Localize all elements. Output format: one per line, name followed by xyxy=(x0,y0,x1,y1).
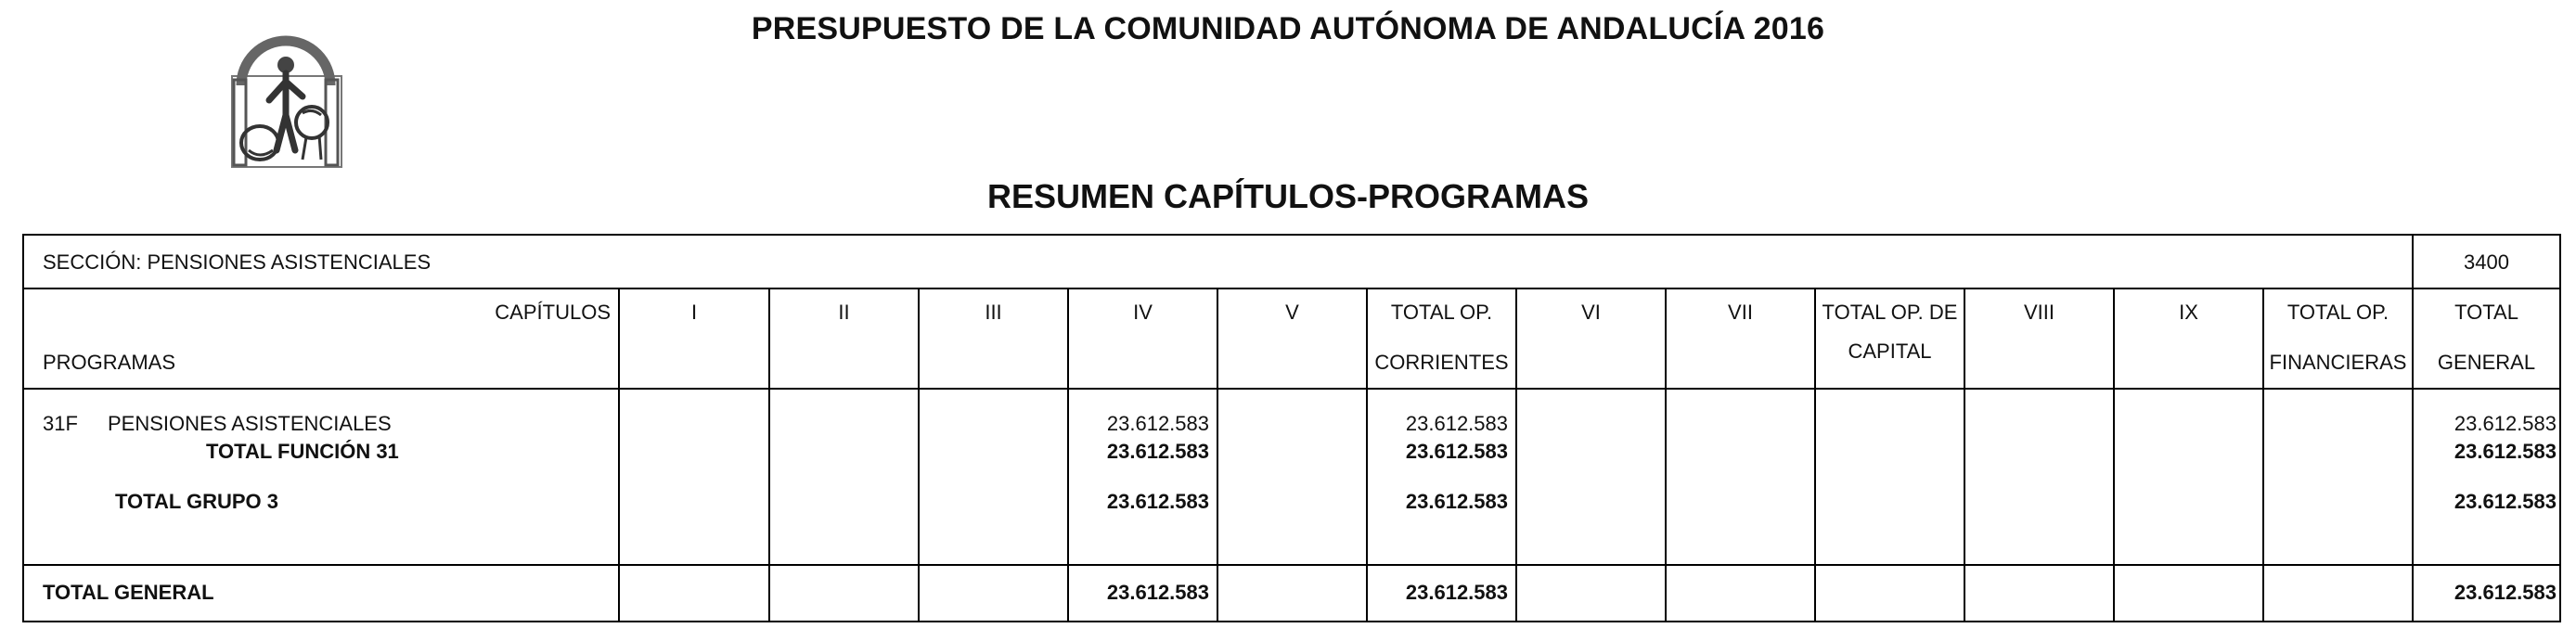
function-total-label: TOTAL FUNCIÓN 31 xyxy=(206,440,399,463)
cell-total-op-corrientes: 23.612.583 xyxy=(1405,581,1508,604)
column-divider xyxy=(1665,289,1667,621)
column-divider xyxy=(768,289,770,621)
group-total-label: TOTAL GRUPO 3 xyxy=(115,490,279,513)
row-divider xyxy=(24,288,2559,289)
column-header-total-op-financieras: TOTAL OP. xyxy=(2286,301,2389,324)
document-subtitle: RESUMEN CAPÍTULOS-PROGRAMAS xyxy=(986,177,1590,215)
cell-total-general: 23.612.583 xyxy=(2454,412,2557,435)
cell-iv: 23.612.583 xyxy=(1106,490,1209,513)
program-label: PENSIONES ASISTENCIALES xyxy=(108,412,392,435)
cell-total-general: 23.612.583 xyxy=(2454,440,2557,463)
row-divider xyxy=(24,388,2559,390)
budget-summary-table xyxy=(22,234,2561,622)
column-divider xyxy=(2113,289,2115,621)
column-header-viii: VIII xyxy=(2023,301,2054,324)
document-title: PRESUPUESTO DE LA COMUNIDAD AUTÓNOMA DE ANDALUCÍA 2016 xyxy=(751,11,1825,46)
column-divider xyxy=(2262,289,2264,621)
column-header-i: I xyxy=(690,301,698,324)
cell-iv: 23.612.583 xyxy=(1106,440,1209,463)
column-header-total-op-capital-line2: CAPITAL xyxy=(1848,340,1932,363)
column-header-total-op-corrientes-line2: CORRIENTES xyxy=(1374,351,1509,374)
column-header-total-op-corrientes: TOTAL OP. xyxy=(1390,301,1493,324)
program-code: 31F xyxy=(43,412,78,435)
column-header-vi: VI xyxy=(1581,301,1601,324)
column-header-total-general: TOTAL xyxy=(2454,301,2518,324)
column-header-iii: III xyxy=(985,301,1002,324)
column-header-ix: IX xyxy=(2179,301,2198,324)
column-divider xyxy=(618,289,620,621)
cell-iv: 23.612.583 xyxy=(1106,581,1209,604)
column-header-vii: VII xyxy=(1728,301,1753,324)
column-divider xyxy=(1217,289,1218,621)
corner-header-programas: PROGRAMAS xyxy=(43,351,176,374)
column-header-total-op-capital: TOTAL OP. DE xyxy=(1822,301,1958,324)
column-header-total-general-line2: GENERAL xyxy=(2437,351,2536,374)
column-header-v: V xyxy=(1285,301,1299,324)
corner-header-capitulos: CAPÍTULOS xyxy=(495,301,611,324)
column-divider xyxy=(1964,289,1965,621)
cell-total-op-corrientes: 23.612.583 xyxy=(1405,412,1508,435)
column-header-total-op-financieras-line2: FINANCIERAS xyxy=(2269,351,2407,374)
section-label: SECCIÓN: PENSIONES ASISTENCIALES xyxy=(43,250,431,274)
row-divider xyxy=(24,564,2559,566)
column-divider xyxy=(918,289,920,621)
section-code: 3400 xyxy=(2464,250,2509,274)
column-divider xyxy=(1515,289,1517,621)
column-header-ii: II xyxy=(838,301,850,324)
column-header-iv: IV xyxy=(1133,301,1153,324)
cell-total-general: 23.612.583 xyxy=(2454,490,2557,513)
total-general-label: TOTAL GENERAL xyxy=(43,581,214,604)
cell-iv: 23.612.583 xyxy=(1106,412,1209,435)
cell-total-op-corrientes: 23.612.583 xyxy=(1405,440,1508,463)
cell-total-general: 23.612.583 xyxy=(2454,581,2557,604)
cell-total-op-corrientes: 23.612.583 xyxy=(1405,490,1508,513)
